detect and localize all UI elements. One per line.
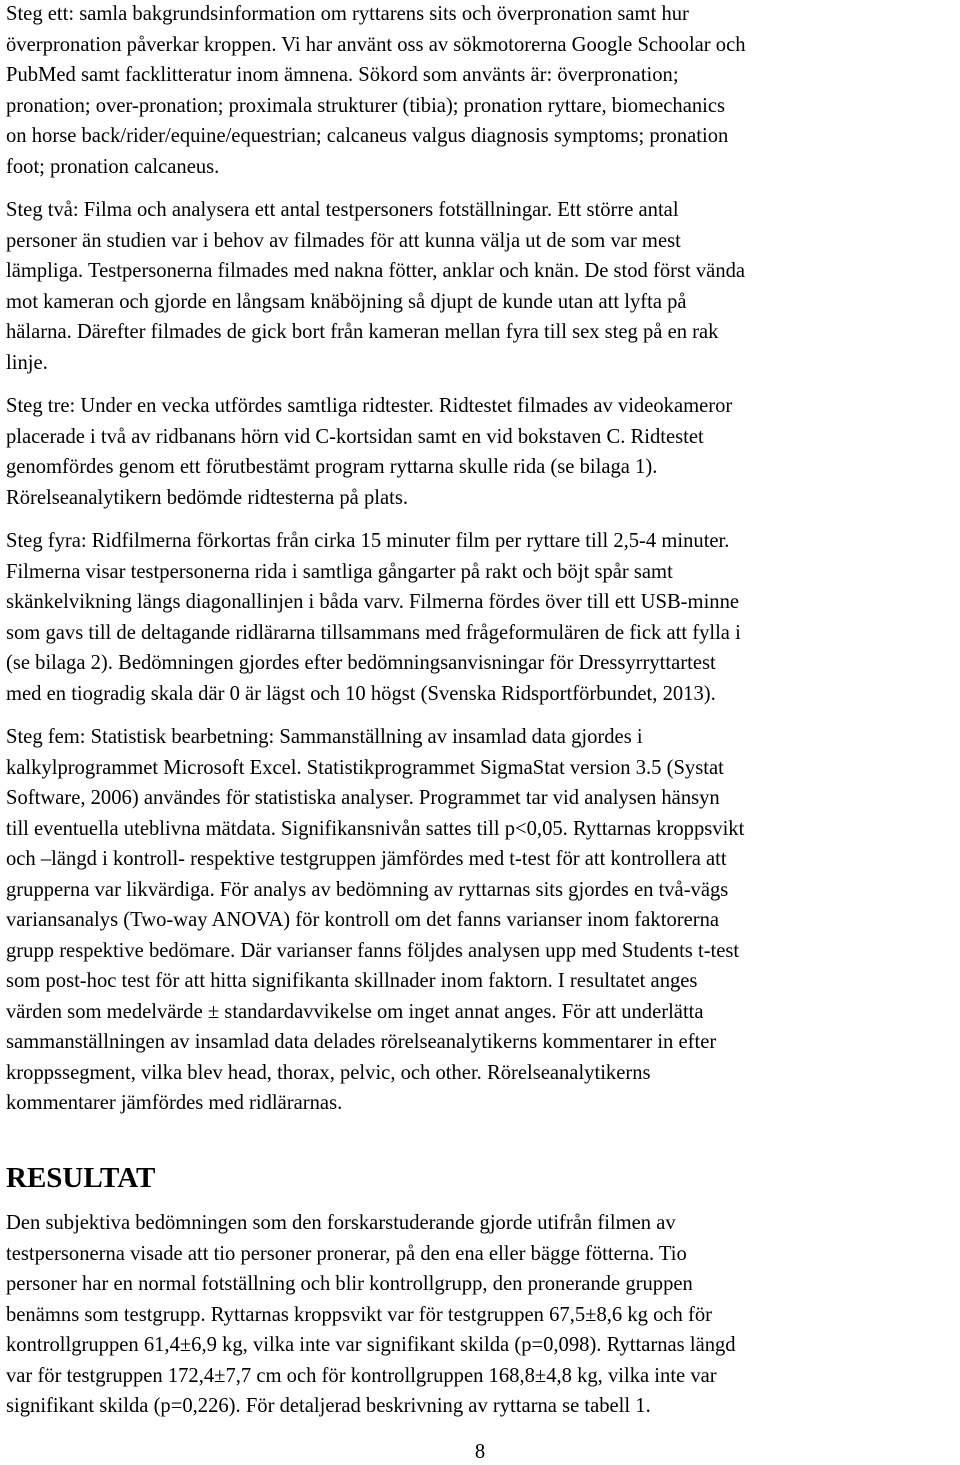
text-line: pronation; over-pronation; proximala strukturer (tibia); pronation ryttare, biomechanics — [6, 95, 726, 117]
text-line: kommentarer jämfördes med ridlärarnas. — [6, 1092, 343, 1114]
page-number: 8 — [474, 1441, 486, 1463]
text-line: kroppssegment, vilka blev head, thorax, pelvic, och other. Rörelseanalytikerns — [6, 1062, 651, 1084]
text-line: med en tiogradig skala där 0 är lägst och 10 högst (Svenska Ridsportförbundet, 2013). — [6, 683, 716, 705]
text-line: benämns som testgrupp. Ryttarnas kroppsvikt var för testgruppen 67,5±8,6 kg och för — [6, 1304, 712, 1326]
text-line: testpersonerna visade att tio personer pronerar, på den ena eller bägge fötterna. Tio — [6, 1243, 687, 1265]
text-line: Rörelseanalytikern bedömde ridtesterna på plats. — [6, 487, 409, 509]
section-heading: RESULTAT — [6, 1162, 156, 1194]
text-line: personer har en normal fotställning och blir kontrollgrupp, den pronerande gruppen — [6, 1273, 693, 1295]
text-line: var för testgruppen 172,4±7,7 cm och för kontrollgruppen 168,8±4,8 kg, vilka inte var — [6, 1365, 717, 1387]
text-line: grupp respektive bedömare. Där varianser fanns följdes analysen upp med Students t-test — [6, 940, 740, 962]
text-line: (se bilaga 2). Bedömningen gjordes efter bedömningsanvisningar för Dressyrryttartest — [6, 652, 716, 674]
text-line: PubMed samt facklitteratur inom ämnena. Sökord som använts är: överpronation; — [6, 64, 679, 86]
text-line: Steg fem: Statistisk bearbetning: Sammanställning av insamlad data gjordes i — [6, 726, 643, 748]
text-line: sammanställningen av insamlad data delades rörelseanalytikerns kommentarer in efter — [6, 1031, 717, 1053]
text-line: Filmerna visar testpersonerna rida i samtliga gångarter på rakt och böjt spår samt — [6, 561, 673, 583]
text-line: mot kameran och gjorde en långsam knäböjning så djupt de kunde utan att lyfta på — [6, 291, 687, 313]
text-line: lämpliga. Testpersonerna filmades med nakna fötter, anklar och knän. De stod först vända — [6, 260, 746, 282]
text-line: Steg ett: samla bakgrundsinformation om ryttarens sits och överpronation samt hur — [6, 3, 689, 25]
text-line: kontrollgruppen 61,4±6,9 kg, vilka inte var signifikant skilda (p=0,098). Ryttarnas längd — [6, 1334, 736, 1356]
text-line: signifikant skilda (p=0,226). För detaljerad beskrivning av ryttarna se tabell 1. — [6, 1395, 651, 1417]
text-line: och –längd i kontroll- respektive testgruppen jämfördes med t-test för att kontrollera att — [6, 848, 727, 870]
text-line: som gavs till de deltagande ridlärarna tillsammans med frågeformulären de fick att fylla i — [6, 622, 741, 644]
text-line: till eventuella uteblivna mätdata. Signifikansnivån sattes till p<0,05. Ryttarnas kroppsvikt — [6, 818, 745, 840]
text-line: överpronation påverkar kroppen. Vi har använt oss av sökmotorerna Google Schoolar och — [6, 34, 746, 56]
text-line: variansanalys (Two-way ANOVA) för kontroll om det fanns varianser inom faktorerna — [6, 909, 720, 931]
text-line: som post-hoc test för att hitta signifikanta skillnader inom faktorn. I resultatet anges — [6, 970, 698, 992]
text-line: placerade i två av ridbanans hörn vid C-kortsidan samt en vid bokstaven C. Ridtestet — [6, 426, 704, 448]
text-line: grupperna var likvärdiga. För analys av bedömning av ryttarnas sits gjordes en två-vägs — [6, 879, 729, 901]
text-line: Steg tre: Under en vecka utfördes samtliga ridtester. Ridtestet filmades av videokameror — [6, 395, 733, 417]
text-line: Software, 2006) användes för statistiska analyser. Programmet tar vid analysen hänsyn — [6, 787, 720, 809]
text-line: hälarna. Därefter filmades de gick bort från kameran mellan fyra till sex steg på en rak — [6, 321, 719, 343]
text-line: foot; pronation calcaneus. — [6, 156, 220, 178]
text-line: Steg två: Filma och analysera ett antal testpersoners fotställningar. Ett större antal — [6, 199, 679, 221]
text-line: on horse back/rider/equine/equestrian; calcaneus valgus diagnosis symptoms; pronation — [6, 125, 729, 147]
text-line: Steg fyra: Ridfilmerna förkortas från cirka 15 minuter film per ryttare till 2,5-4 minuter. — [6, 530, 730, 552]
text-line: skänkelvikning längs diagonallinjen i båda varv. Filmerna fördes över till ett USB-minne — [6, 591, 740, 613]
text-line: linje. — [6, 352, 48, 374]
text-line: kalkylprogrammet Microsoft Excel. Statistikprogrammet SigmaStat version 3.5 (Systat — [6, 757, 724, 779]
text-line: personer än studien var i behov av filmades för att kunna välja ut de som var mest — [6, 230, 681, 252]
text-line: värden som medelvärde ± standardavvikelse om inget annat anges. För att underlätta — [6, 1001, 704, 1023]
text-line: genomfördes genom ett förutbestämt program ryttarna skulle rida (se bilaga 1). — [6, 456, 658, 478]
text-line: Den subjektiva bedömningen som den forskarstuderande gjorde utifrån filmen av — [6, 1212, 676, 1234]
